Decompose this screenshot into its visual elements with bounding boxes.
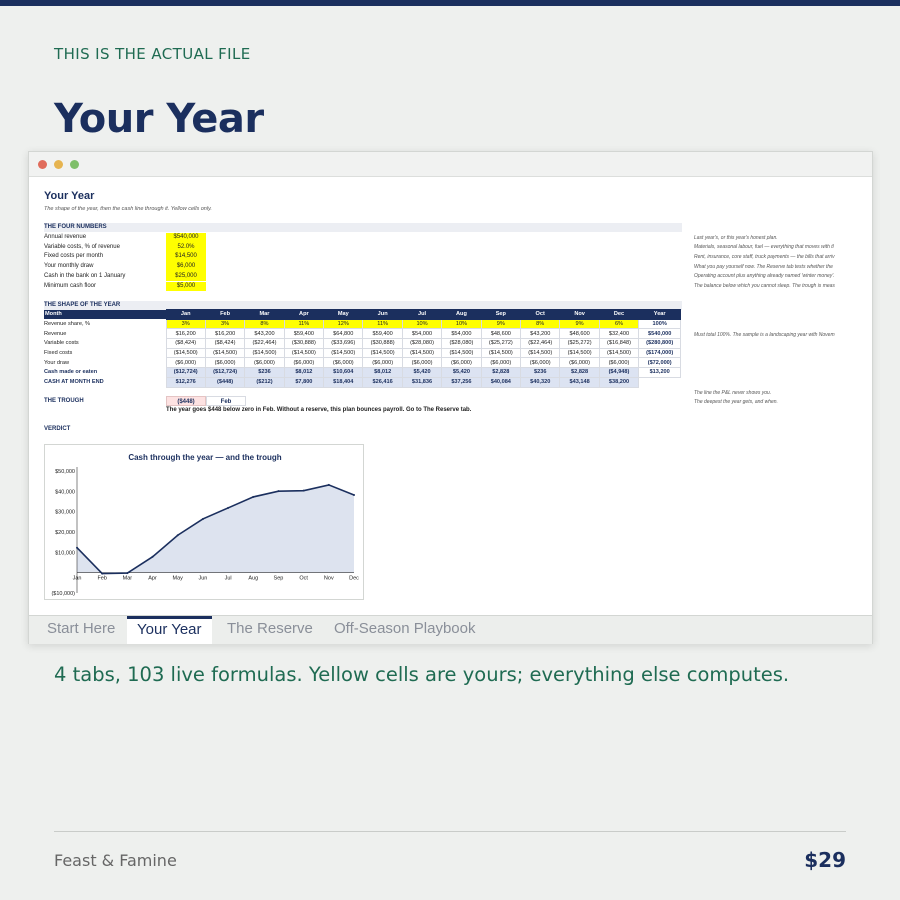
worksheet — [29, 178, 872, 615]
column-header: Sep — [481, 310, 520, 320]
month-cell[interactable]: ($6,000) — [402, 358, 441, 368]
month-cell[interactable]: 8% — [245, 319, 284, 329]
minimize-window-icon[interactable] — [54, 160, 63, 169]
sheet-tabs-bar — [29, 615, 872, 644]
row-label: CASH AT MONTH END — [44, 379, 104, 386]
tab-your-year[interactable]: Your Year — [127, 616, 212, 644]
month-cell[interactable]: ($6,000) — [442, 358, 481, 368]
row-label: Cash made or eaten — [44, 369, 98, 376]
month-cell[interactable]: ($4,948) — [599, 368, 638, 378]
month-cell[interactable]: $64,800 — [324, 329, 363, 339]
input-label: Annual revenue — [44, 234, 87, 240]
x-tick-label: May — [172, 575, 183, 582]
month-cell[interactable]: ($448) — [205, 377, 244, 387]
input-row — [44, 243, 206, 253]
year-total-cell[interactable]: ($280,800) — [639, 339, 681, 349]
y-tick-label: $30,000 — [55, 509, 75, 516]
input-row — [44, 272, 206, 282]
month-cell[interactable]: 3% — [166, 319, 205, 329]
month-cell[interactable]: ($14,500) — [402, 348, 441, 358]
row-note: Must total 100%. The sample is a landscaping year with Novem — [694, 332, 835, 338]
column-header: Apr — [284, 310, 323, 320]
input-note: Operating account plus anything already named 'winter money'. — [694, 273, 835, 280]
shape-of-year-heading: THE SHAPE OF THE YEAR — [44, 301, 682, 310]
month-cell[interactable]: ($33,696) — [324, 339, 363, 349]
month-cell[interactable]: $236 — [245, 368, 284, 378]
input-row — [44, 282, 206, 292]
cash-point[interactable] — [202, 518, 204, 520]
month-cell[interactable]: ($22,464) — [245, 339, 284, 349]
cash-chart-svg — [45, 445, 365, 601]
input-note: The balance below which you cannot sleep. The trough is meas — [694, 283, 835, 289]
month-cell[interactable]: ($8,424) — [166, 339, 205, 349]
trough-note-1: The line the P&L never shows you. — [694, 390, 772, 396]
four-numbers-heading: THE FOUR NUMBERS — [44, 223, 682, 232]
month-cell[interactable]: $43,200 — [245, 329, 284, 339]
month-cell[interactable]: 6% — [599, 319, 638, 329]
month-cell[interactable]: $32,400 — [599, 329, 638, 339]
month-cell[interactable]: ($16,848) — [599, 339, 638, 349]
cash-point[interactable] — [227, 507, 229, 509]
x-tick-label: Sep — [273, 575, 284, 582]
year-total-cell[interactable]: ($174,000) — [639, 348, 681, 358]
row-label: Variable costs — [44, 340, 79, 347]
month-cell[interactable]: $2,828 — [481, 368, 520, 378]
month-cell[interactable]: $48,600 — [481, 329, 520, 339]
cash-point[interactable] — [126, 572, 128, 574]
y-tick-label: $10,000 — [55, 550, 75, 557]
month-cell[interactable]: $8,012 — [363, 368, 402, 378]
month-cell[interactable]: ($25,272) — [560, 339, 599, 349]
month-cell[interactable]: ($6,000) — [324, 358, 363, 368]
x-tick-label: Apr — [148, 575, 157, 582]
table-row — [44, 377, 681, 387]
month-cell[interactable]: ($12,724) — [166, 368, 205, 378]
table-row — [44, 368, 681, 378]
page-title: Your Year — [54, 96, 264, 142]
brand-name: Feast & Famine — [54, 851, 177, 870]
month-cell[interactable]: ($14,500) — [363, 348, 402, 358]
sheet-title: Your Year — [44, 190, 95, 202]
cash-point[interactable] — [177, 534, 179, 536]
month-cell[interactable]: ($6,000) — [284, 358, 323, 368]
month-cell[interactable]: ($25,272) — [481, 339, 520, 349]
cash-point[interactable] — [353, 494, 355, 496]
month-cell[interactable]: 12% — [324, 319, 363, 329]
month-cell[interactable]: $54,000 — [402, 329, 441, 339]
month-cell[interactable]: ($14,500) — [166, 348, 205, 358]
month-cell[interactable]: ($14,500) — [442, 348, 481, 358]
month-cell[interactable]: ($6,000) — [560, 358, 599, 368]
input-label: Cash in the bank on 1 January — [44, 272, 126, 279]
table-row — [44, 339, 681, 349]
month-cell[interactable]: $37,256 — [442, 377, 481, 387]
month-cell[interactable]: $7,800 — [284, 377, 323, 387]
y-tick-label: $20,000 — [55, 530, 75, 536]
input-cell[interactable]: $14,500 — [166, 252, 206, 262]
x-tick-label: Mar — [122, 575, 133, 582]
month-cell[interactable]: ($22,464) — [521, 339, 560, 349]
year-total-cell[interactable]: 100% — [639, 319, 681, 329]
y-tick-label: $50,000 — [55, 469, 75, 475]
month-cell[interactable]: ($14,500) — [521, 348, 560, 358]
month-cell[interactable]: $12,276 — [166, 377, 205, 387]
tab-start-here[interactable]: Start Here — [47, 620, 116, 637]
month-cell[interactable]: $2,828 — [560, 368, 599, 378]
year-total-cell[interactable]: $13,200 — [639, 368, 681, 378]
month-cell[interactable]: ($14,500) — [324, 348, 363, 358]
month-cell[interactable]: ($14,500) — [205, 348, 244, 358]
table-row — [44, 358, 681, 368]
month-cell[interactable]: ($6,000) — [363, 358, 402, 368]
month-cell[interactable]: $16,200 — [205, 329, 244, 339]
column-header: May — [324, 310, 363, 320]
month-cell[interactable]: ($6,000) — [521, 358, 560, 368]
month-cell[interactable]: $40,084 — [481, 377, 520, 387]
year-total-cell[interactable]: ($72,000) — [639, 358, 681, 368]
cash-chart[interactable] — [44, 444, 364, 600]
month-cell[interactable]: ($6,000) — [481, 358, 520, 368]
eyebrow-label: THIS IS THE ACTUAL FILE — [54, 45, 251, 63]
month-cell[interactable]: ($28,080) — [402, 339, 441, 349]
footer-divider — [54, 831, 846, 832]
maximize-window-icon[interactable] — [70, 160, 79, 169]
x-tick-label: Jan — [72, 575, 82, 582]
cash-point[interactable] — [152, 556, 154, 558]
table-row — [44, 348, 681, 358]
trough-value-cell[interactable]: ($448) — [166, 396, 206, 406]
month-cell[interactable]: $40,320 — [521, 377, 560, 387]
column-header: Oct — [521, 310, 560, 320]
price-label: $29 — [804, 848, 846, 872]
trough-message: The year goes $448 below zero in Feb. Without a reserve, this plan bounces payroll. Go to The Reserve tab. — [166, 407, 472, 413]
trough-month-cell[interactable]: Feb — [206, 396, 246, 406]
month-cell[interactable]: ($14,500) — [560, 348, 599, 358]
cash-point[interactable] — [277, 490, 279, 492]
column-header: Dec — [599, 310, 638, 320]
x-tick-label: Jun — [198, 575, 208, 582]
x-tick-label: Jul — [224, 575, 232, 582]
month-cell[interactable]: 3% — [205, 319, 244, 329]
tab-the-reserve[interactable]: The Reserve — [227, 620, 313, 637]
month-cell[interactable]: $31,836 — [402, 377, 441, 387]
shape-of-year-table — [44, 309, 681, 388]
x-tick-label: Aug — [248, 575, 259, 582]
month-cell[interactable]: 11% — [363, 319, 402, 329]
input-label: Your monthly draw — [44, 263, 94, 270]
row-label: Revenue — [44, 330, 67, 337]
column-header: Jun — [363, 310, 402, 320]
year-total-cell[interactable]: $540,000 — [639, 329, 681, 339]
spreadsheet-window — [28, 151, 873, 644]
top-accent-bar — [0, 0, 900, 6]
month-cell[interactable]: ($14,500) — [481, 348, 520, 358]
month-cell[interactable]: 9% — [560, 319, 599, 329]
month-cell[interactable]: $54,000 — [442, 329, 481, 339]
month-cell[interactable]: ($30,888) — [284, 339, 323, 349]
month-cell[interactable]: 8% — [521, 319, 560, 329]
x-tick-label: Feb — [97, 575, 107, 582]
month-cell[interactable]: ($30,888) — [363, 339, 402, 349]
month-cell[interactable]: ($28,080) — [442, 339, 481, 349]
month-cell[interactable]: 11% — [284, 319, 323, 329]
input-row — [44, 233, 206, 243]
table-row — [44, 319, 681, 329]
window-titlebar — [29, 152, 872, 177]
caption: 4 tabs, 103 live formulas. Yellow cells are yours; everything else computes. — [54, 663, 790, 686]
month-cell[interactable]: 10% — [402, 319, 441, 329]
chart-title: Cash through the year — and the trough — [128, 453, 282, 462]
sheet-subtitle: The shape of the year, then the cash line through it. Yellow cells only. — [44, 206, 212, 212]
month-cell[interactable]: $16,200 — [166, 329, 205, 339]
month-cell[interactable]: $18,404 — [324, 377, 363, 387]
row-label: Revenue share, % — [44, 321, 91, 328]
month-cell[interactable]: ($14,500) — [599, 348, 638, 358]
input-cell[interactable]: $6,000 — [166, 262, 206, 272]
month-cell[interactable]: ($14,500) — [245, 348, 284, 358]
input-cell[interactable]: 52.0% — [166, 243, 206, 253]
column-header: Year — [639, 310, 681, 320]
input-note: Materials, seasonal labour, fuel — everything that moves with tl — [694, 244, 834, 251]
input-label: Minimum cash floor — [44, 282, 97, 289]
month-cell[interactable]: ($6,000) — [245, 358, 284, 368]
input-note: Rent, insurance, core staff, truck payments — the bills that arriv — [694, 253, 835, 260]
cash-point[interactable] — [252, 496, 254, 498]
month-cell[interactable]: $59,400 — [363, 329, 402, 339]
month-cell[interactable]: $236 — [521, 368, 560, 378]
month-cell[interactable]: ($12,724) — [205, 368, 244, 378]
column-header: Aug — [442, 310, 481, 320]
month-cell[interactable]: $10,604 — [324, 368, 363, 378]
month-cell[interactable]: $43,148 — [560, 377, 599, 387]
row-label: Fixed costs — [44, 350, 73, 357]
tab-off-season-playbook[interactable]: Off-Season Playbook — [334, 620, 476, 637]
input-cell[interactable]: $540,000 — [166, 233, 206, 243]
input-row — [44, 252, 206, 262]
month-cell[interactable]: ($6,000) — [166, 358, 205, 368]
month-cell[interactable]: 10% — [442, 319, 481, 329]
column-header: Feb — [205, 310, 244, 320]
cash-area — [77, 485, 354, 574]
month-cell[interactable]: $59,400 — [284, 329, 323, 339]
x-tick-label: Oct — [299, 575, 308, 582]
input-cell[interactable]: $25,000 — [166, 272, 206, 282]
month-cell[interactable]: 9% — [481, 319, 520, 329]
month-cell[interactable]: $48,600 — [560, 329, 599, 339]
x-tick-label: Nov — [323, 575, 334, 582]
cash-point[interactable] — [328, 484, 330, 486]
x-tick-label: Dec — [349, 575, 359, 582]
cash-point[interactable] — [303, 490, 305, 492]
input-row — [44, 262, 206, 272]
input-cell[interactable]: $5,000 — [166, 282, 206, 292]
column-header: Jul — [402, 310, 441, 320]
verdict-label: VERDICT — [44, 426, 71, 432]
input-label: Fixed costs per month — [44, 253, 104, 260]
input-note: What you pay yourself now. The Reserve tab tests whether the — [694, 263, 833, 270]
month-cell[interactable]: $5,420 — [402, 368, 441, 378]
cash-point[interactable] — [101, 573, 103, 575]
column-header: Nov — [560, 310, 599, 320]
y-tick-label: $40,000 — [55, 489, 75, 496]
table-row — [44, 329, 681, 339]
table-header-row — [44, 310, 681, 320]
trough-note-2: The deepest the year gets, and when. — [694, 399, 778, 405]
month-cell[interactable]: $43,200 — [521, 329, 560, 339]
column-header: Month — [44, 310, 166, 320]
close-window-icon[interactable] — [38, 160, 47, 169]
trough-label: THE TROUGH — [44, 398, 84, 404]
month-cell[interactable]: $5,420 — [442, 368, 481, 378]
y-tick-label: ($10,000) — [51, 591, 75, 597]
input-label: Variable costs, % of revenue — [44, 243, 120, 250]
month-cell[interactable]: $26,416 — [363, 377, 402, 387]
month-cell[interactable]: ($6,000) — [205, 358, 244, 368]
column-header: Mar — [245, 310, 284, 320]
month-cell[interactable]: ($14,500) — [284, 348, 323, 358]
input-note: Last year's, or this year's honest plan. — [694, 234, 778, 241]
month-cell[interactable]: ($212) — [245, 377, 284, 387]
year-total-cell[interactable] — [639, 377, 681, 387]
column-header: Jan — [166, 310, 205, 320]
month-cell[interactable]: $38,200 — [599, 377, 638, 387]
month-cell[interactable]: $8,012 — [284, 368, 323, 378]
month-cell[interactable]: ($6,000) — [599, 358, 638, 368]
row-label: Your draw — [44, 359, 69, 366]
cash-point[interactable] — [76, 547, 78, 549]
month-cell[interactable]: ($8,424) — [205, 339, 244, 349]
